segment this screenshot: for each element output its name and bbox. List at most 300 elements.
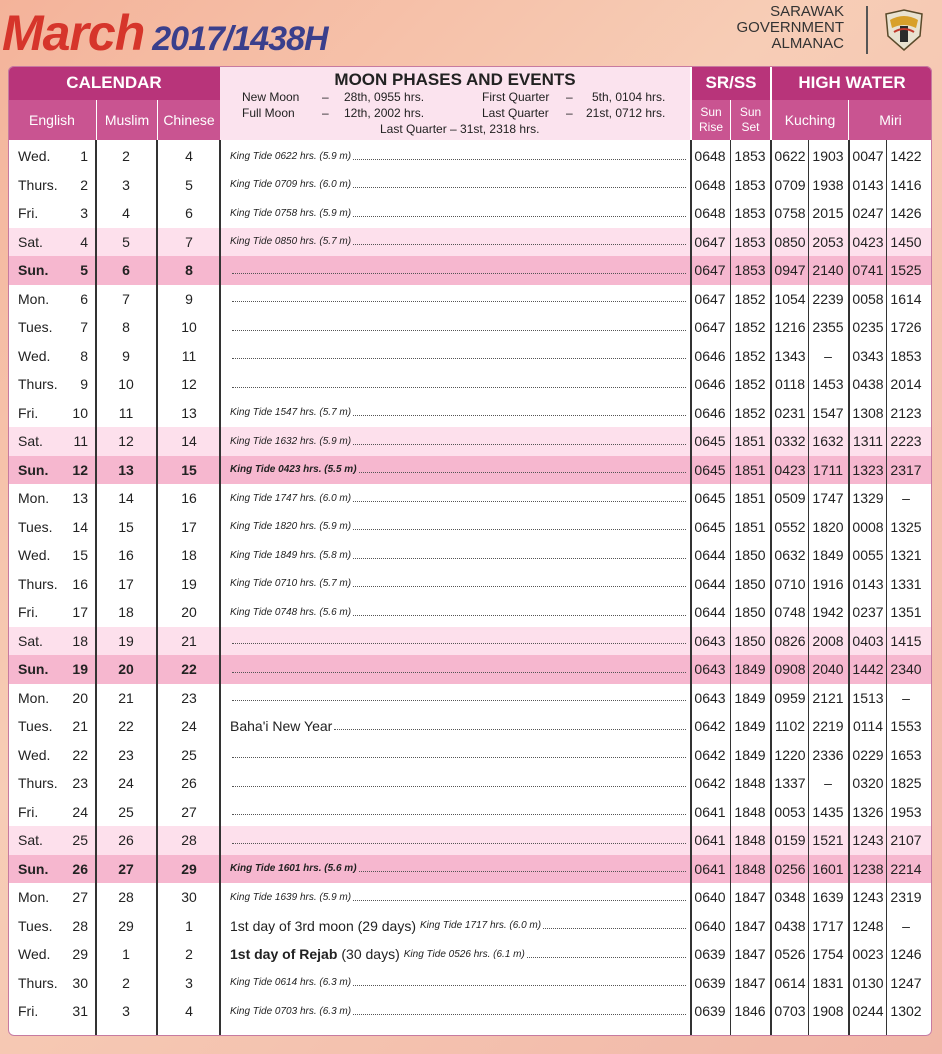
sunset-cell: 1846	[734, 1003, 766, 1020]
date-cell: 4	[80, 233, 88, 250]
table-row	[8, 655, 932, 684]
kuching-tide-1-cell: 0710	[774, 575, 806, 592]
sunrise-cell: 0641	[694, 803, 726, 820]
sunset-cell: 1850	[734, 575, 766, 592]
dot-leader	[232, 786, 686, 787]
date-cell: 3	[80, 205, 88, 222]
dot-leader	[353, 586, 686, 587]
sarawak-crest-icon	[880, 6, 928, 54]
sunset-cell: 1850	[734, 547, 766, 564]
kuching-tide-2-cell: 2355	[812, 319, 844, 336]
new-moon-value: 28th, 0955 hrs.	[344, 90, 425, 104]
sunset-cell: 1852	[734, 376, 766, 393]
sunset-cell: 1853	[734, 262, 766, 279]
king-tide-text: King Tide 0709 hrs. (6.0 m)	[230, 179, 352, 191]
kuching-tide-1-cell: 0526	[774, 946, 806, 963]
table-row	[8, 228, 932, 257]
sunrise-cell: 0643	[694, 689, 726, 706]
table-row	[8, 741, 932, 770]
date-cell: 31	[72, 1003, 88, 1020]
chinese-date-cell: 1	[185, 917, 193, 934]
kuching-tide-2-cell: 1942	[812, 604, 844, 621]
last-quarter-2: Last Quarter – 31st, 2318 hrs.	[380, 122, 540, 136]
chinese-date-cell: 17	[181, 518, 197, 535]
kuching-tide-2-cell: 1908	[812, 1003, 844, 1020]
miri-tide-2-cell: 2123	[890, 404, 922, 421]
chinese-date-cell: 14	[181, 433, 197, 450]
chinese-date-cell: 16	[181, 490, 197, 507]
date-cell: 19	[72, 661, 88, 678]
miri-tide-2-cell: –	[902, 490, 910, 507]
sunset-cell: 1851	[734, 490, 766, 507]
kuching-tide-2-cell: 1916	[812, 575, 844, 592]
sunset-cell: 1849	[734, 689, 766, 706]
dot-leader	[232, 814, 686, 815]
chinese-date-cell: 18	[181, 547, 197, 564]
chinese-date-cell: 8	[185, 262, 193, 279]
miri-tide-2-cell: 1321	[890, 547, 922, 564]
chinese-date-cell: 12	[181, 376, 197, 393]
king-tide-text: King Tide 1547 hrs. (5.7 m)	[230, 407, 352, 419]
muslim-date-cell: 28	[118, 889, 134, 906]
miri-tide-1-cell: 0114	[852, 718, 884, 735]
event-cell	[230, 399, 686, 428]
chinese-date-cell: 13	[181, 404, 197, 421]
event-cell	[230, 370, 686, 399]
almanac-line: GOVERNMENT	[736, 19, 844, 36]
dot-leader	[353, 501, 686, 502]
almanac-line: SARAWAK	[770, 3, 844, 20]
miri-tide-2-cell: –	[902, 689, 910, 706]
sun-set-header: Sun Set	[731, 100, 770, 140]
miri-tide-2-cell: 1325	[890, 518, 922, 535]
sunset-cell: 1847	[734, 917, 766, 934]
dot-leader	[353, 187, 686, 188]
dash: –	[566, 106, 573, 120]
muslim-date-cell: 25	[118, 803, 134, 820]
column-divider	[219, 140, 221, 1036]
weekday-cell: Fri.	[18, 604, 39, 621]
weekday-cell: Thurs.	[18, 775, 58, 792]
kuching-tide-1-cell: 0509	[774, 490, 806, 507]
muslim-date-cell: 6	[122, 262, 130, 279]
kuching-tide-1-cell: 0423	[774, 461, 806, 478]
chinese-date-cell: 28	[181, 832, 197, 849]
weekday-cell: Wed.	[18, 547, 51, 564]
miri-tide-1-cell: 0237	[852, 604, 884, 621]
miri-tide-1-cell: 0235	[852, 319, 884, 336]
miri-tide-2-cell: 1247	[890, 974, 922, 991]
weekday-cell: Mon.	[18, 290, 50, 307]
kuching-tide-1-cell: 0632	[774, 547, 806, 564]
sunset-cell: 1853	[734, 148, 766, 165]
weekday-cell: Sat.	[18, 433, 43, 450]
dot-leader	[232, 700, 686, 701]
king-tide-text: King Tide 0622 hrs. (5.9 m)	[230, 150, 352, 162]
table-row	[8, 997, 932, 1026]
event-cell	[230, 684, 686, 713]
dot-leader	[353, 985, 686, 986]
event-cell	[230, 741, 686, 770]
weekday-cell: Wed.	[18, 148, 51, 165]
muslim-date-cell: 3	[122, 1003, 130, 1020]
sunset-cell: 1847	[734, 889, 766, 906]
sunset-cell: 1852	[734, 290, 766, 307]
miri-tide-1-cell: 0047	[852, 148, 884, 165]
page-header	[0, 0, 942, 64]
sunrise-cell: 0642	[694, 746, 726, 763]
king-tide-text: King Tide 1601 hrs. (5.6 m)	[230, 863, 357, 875]
kuching-tide-1-cell: 0614	[774, 974, 806, 991]
sunset-cell: 1847	[734, 974, 766, 991]
sunset-cell: 1853	[734, 233, 766, 250]
miri-tide-1-cell: 0343	[852, 347, 884, 364]
date-cell: 24	[72, 803, 88, 820]
date-cell: 8	[80, 347, 88, 364]
weekday-cell: Sun.	[18, 461, 49, 478]
miri-tide-1-cell: 0247	[852, 205, 884, 222]
miri-tide-2-cell: 1246	[890, 946, 922, 963]
kuching-tide-2-cell: 1521	[812, 832, 844, 849]
miri-tide-1-cell: 1326	[852, 803, 884, 820]
king-tide-text: King Tide 0703 hrs. (6.3 m)	[230, 1005, 352, 1017]
muslim-date-cell: 10	[118, 376, 134, 393]
chinese-date-cell: 7	[185, 233, 193, 250]
muslim-date-cell: 27	[118, 860, 134, 877]
dot-leader	[543, 928, 686, 929]
kuching-tide-1-cell: 0758	[774, 205, 806, 222]
sunrise-cell: 0642	[694, 718, 726, 735]
sunset-cell: 1850	[734, 604, 766, 621]
kuching-tide-2-cell: 2336	[812, 746, 844, 763]
table-row	[8, 456, 932, 485]
kuching-tide-1-cell: 0908	[774, 661, 806, 678]
miri-tide-1-cell: 1311	[852, 433, 884, 450]
kuching-tide-2-cell: 2121	[812, 689, 844, 706]
miri-tide-2-cell: 2317	[890, 461, 922, 478]
sunrise-cell: 0645	[694, 433, 726, 450]
full-moon-value: 12th, 2002 hrs.	[344, 106, 425, 120]
first-quarter-value: 5th, 0104 hrs.	[592, 90, 666, 104]
kuching-tide-1-cell: 0118	[774, 376, 806, 393]
kuching-tide-1-cell: 1337	[774, 775, 806, 792]
table-row	[8, 570, 932, 599]
muslim-date-cell: 26	[118, 832, 134, 849]
weekday-cell: Fri.	[18, 1003, 39, 1020]
calendar-header: CALENDAR	[8, 66, 220, 100]
weekday-cell: Fri.	[18, 803, 39, 820]
miri-tide-2-cell: 2214	[890, 860, 922, 877]
miri-tide-1-cell: 1329	[852, 490, 884, 507]
english-header: English	[8, 100, 96, 140]
dot-leader	[359, 871, 686, 872]
miri-tide-1-cell: 1243	[852, 832, 884, 849]
king-tide-text: King Tide 1747 hrs. (6.0 m)	[230, 492, 352, 504]
chinese-date-cell: 30	[181, 889, 197, 906]
king-tide-text: King Tide 0526 hrs. (6.1 m)	[403, 948, 525, 960]
date-cell: 26	[72, 860, 88, 877]
sunrise-cell: 0644	[694, 575, 726, 592]
event-cell	[230, 855, 686, 884]
chinese-date-cell: 20	[181, 604, 197, 621]
table-row	[8, 826, 932, 855]
muslim-date-cell: 2	[122, 148, 130, 165]
dot-leader	[353, 444, 686, 445]
sunrise-cell: 0645	[694, 461, 726, 478]
table-row	[8, 285, 932, 314]
muslim-date-cell: 24	[118, 775, 134, 792]
miri-tide-2-cell: 1525	[890, 262, 922, 279]
dash: –	[566, 90, 573, 104]
dot-leader	[353, 216, 686, 217]
king-tide-text: King Tide 0850 hrs. (5.7 m)	[230, 236, 352, 248]
miri-tide-1-cell: 0130	[852, 974, 884, 991]
sunset-cell: 1853	[734, 176, 766, 193]
kuching-tide-2-cell: 2008	[812, 632, 844, 649]
date-cell: 13	[72, 490, 88, 507]
table-row	[8, 912, 932, 941]
page-title	[2, 4, 328, 62]
event-cell	[230, 655, 686, 684]
table-row	[8, 342, 932, 371]
last-quarter-label: Last Quarter	[482, 106, 549, 120]
column-divider	[848, 140, 850, 1036]
kuching-tide-1-cell: 0332	[774, 433, 806, 450]
weekday-cell: Sat.	[18, 233, 43, 250]
kuching-tide-2-cell: 2239	[812, 290, 844, 307]
kuching-tide-1-cell: 0748	[774, 604, 806, 621]
date-cell: 21	[72, 718, 88, 735]
miri-tide-1-cell: 1513	[852, 689, 884, 706]
sunset-cell: 1852	[734, 347, 766, 364]
miri-tide-2-cell: 2014	[890, 376, 922, 393]
miri-tide-1-cell: 0058	[852, 290, 884, 307]
sun-rise-header: Sun Rise	[692, 100, 730, 140]
weekday-cell: Tues.	[18, 917, 53, 934]
event-text: 1st day of Rejab	[230, 946, 338, 963]
event-cell	[230, 769, 686, 798]
sunrise-cell: 0648	[694, 176, 726, 193]
sunrise-cell: 0642	[694, 775, 726, 792]
kuching-tide-2-cell: 1601	[812, 860, 844, 877]
sunrise-cell: 0644	[694, 604, 726, 621]
kuching-header: Kuching	[772, 100, 848, 140]
event-cell	[230, 912, 686, 941]
weekday-cell: Sun.	[18, 860, 49, 877]
muslim-date-cell: 5	[122, 233, 130, 250]
miri-tide-2-cell: 1302	[890, 1003, 922, 1020]
table-row	[8, 598, 932, 627]
kuching-tide-2-cell: –	[824, 347, 832, 364]
sunrise-cell: 0640	[694, 917, 726, 934]
chinese-date-cell: 3	[185, 974, 193, 991]
muslim-date-cell: 4	[122, 205, 130, 222]
miri-tide-2-cell: 1614	[890, 290, 922, 307]
first-quarter-label: First Quarter	[482, 90, 550, 104]
date-cell: 14	[72, 518, 88, 535]
table-row	[8, 427, 932, 456]
kuching-tide-1-cell: 1102	[774, 718, 806, 735]
event-cell	[230, 313, 686, 342]
miri-tide-1-cell: 0023	[852, 946, 884, 963]
kuching-tide-1-cell: 0348	[774, 889, 806, 906]
date-cell: 25	[72, 832, 88, 849]
weekday-cell: Mon.	[18, 889, 50, 906]
kuching-tide-1-cell: 0850	[774, 233, 806, 250]
kuching-tide-1-cell: 0231	[774, 404, 806, 421]
date-cell: 29	[72, 946, 88, 963]
weekday-cell: Thurs.	[18, 376, 58, 393]
event-cell	[230, 598, 686, 627]
table-row	[8, 513, 932, 542]
kuching-tide-1-cell: 0256	[774, 860, 806, 877]
table-row	[8, 313, 932, 342]
miri-tide-2-cell: 1825	[890, 775, 922, 792]
miri-tide-2-cell: 1331	[890, 575, 922, 592]
king-tide-text: King Tide 1632 hrs. (5.9 m)	[230, 435, 352, 447]
weekday-cell: Wed.	[18, 946, 51, 963]
muslim-date-cell: 8	[122, 319, 130, 336]
table-row	[8, 769, 932, 798]
event-cell	[230, 883, 686, 912]
muslim-header: Muslim	[97, 100, 157, 140]
kuching-tide-1-cell: 0438	[774, 917, 806, 934]
table-row	[8, 399, 932, 428]
dot-leader	[359, 472, 686, 473]
king-tide-text: King Tide 1717 hrs. (6.0 m)	[420, 920, 542, 932]
kuching-tide-1-cell: 0709	[774, 176, 806, 193]
miri-tide-1-cell: 1248	[852, 917, 884, 934]
muslim-date-cell: 20	[118, 661, 134, 678]
chinese-date-cell: 24	[181, 718, 197, 735]
sunrise-cell: 0643	[694, 632, 726, 649]
column-divider	[808, 140, 809, 1036]
sunset-cell: 1848	[734, 860, 766, 877]
table-row	[8, 541, 932, 570]
muslim-date-cell: 17	[118, 575, 134, 592]
chinese-date-cell: 15	[181, 461, 197, 478]
event-cell	[230, 285, 686, 314]
event-cell	[230, 199, 686, 228]
kuching-tide-1-cell: 0947	[774, 262, 806, 279]
kuching-tide-2-cell: –	[824, 775, 832, 792]
miri-tide-2-cell: 1553	[890, 718, 922, 735]
srss-header: SR/SS	[692, 66, 770, 100]
event-cell	[230, 228, 686, 257]
date-cell: 27	[72, 889, 88, 906]
sunrise-cell: 0647	[694, 262, 726, 279]
table-row	[8, 199, 932, 228]
kuching-tide-2-cell: 1547	[812, 404, 844, 421]
miri-tide-2-cell: 1450	[890, 233, 922, 250]
kuching-tide-2-cell: 1435	[812, 803, 844, 820]
miri-header: Miri	[849, 100, 932, 140]
muslim-date-cell: 2	[122, 974, 130, 991]
sunrise-cell: 0647	[694, 319, 726, 336]
chinese-date-cell: 23	[181, 689, 197, 706]
high-water-header: HIGH WATER	[772, 66, 932, 100]
dash: –	[322, 90, 329, 104]
chinese-date-cell: 11	[181, 347, 197, 364]
sunset-cell: 1849	[734, 661, 766, 678]
event-cell	[230, 484, 686, 513]
date-cell: 18	[72, 632, 88, 649]
event-text: 1st day of 3rd moon (29 days)	[230, 917, 416, 934]
kuching-tide-2-cell: 1711	[812, 461, 844, 478]
chinese-date-cell: 4	[185, 1003, 193, 1020]
muslim-date-cell: 9	[122, 347, 130, 364]
muslim-date-cell: 22	[118, 718, 134, 735]
dot-leader	[353, 159, 686, 160]
chinese-header: Chinese	[158, 100, 220, 140]
muslim-date-cell: 1	[122, 946, 130, 963]
muslim-date-cell: 14	[118, 490, 134, 507]
sunset-cell: 1848	[734, 775, 766, 792]
dot-leader	[527, 957, 686, 958]
header-divider	[866, 6, 868, 54]
event-cell	[230, 456, 686, 485]
kuching-tide-1-cell: 0159	[774, 832, 806, 849]
sunrise-cell: 0646	[694, 404, 726, 421]
dot-leader	[353, 615, 686, 616]
new-moon-label: New Moon	[242, 90, 300, 104]
sunrise-cell: 0648	[694, 148, 726, 165]
dot-leader	[232, 273, 686, 274]
dot-leader	[353, 244, 686, 245]
miri-tide-2-cell: 2340	[890, 661, 922, 678]
weekday-cell: Mon.	[18, 689, 50, 706]
chinese-date-cell: 29	[181, 860, 197, 877]
weekday-cell: Sun.	[18, 262, 49, 279]
kuching-tide-2-cell: 1632	[812, 433, 844, 450]
date-cell: 10	[72, 404, 88, 421]
dot-leader	[232, 643, 686, 644]
kuching-tide-1-cell: 0703	[774, 1003, 806, 1020]
muslim-date-cell: 21	[118, 689, 134, 706]
date-cell: 28	[72, 917, 88, 934]
miri-tide-1-cell: 0403	[852, 632, 884, 649]
sunrise-cell: 0643	[694, 661, 726, 678]
date-cell: 12	[72, 461, 88, 478]
sunset-cell: 1851	[734, 461, 766, 478]
weekday-cell: Fri.	[18, 404, 39, 421]
dot-leader	[353, 558, 686, 559]
miri-tide-1-cell: 0244	[852, 1003, 884, 1020]
date-cell: 15	[72, 547, 88, 564]
weekday-cell: Thurs.	[18, 575, 58, 592]
sunset-cell: 1852	[734, 404, 766, 421]
column-divider	[886, 140, 887, 1036]
table-row	[8, 484, 932, 513]
sunrise-cell: 0641	[694, 832, 726, 849]
event-cell	[230, 142, 686, 171]
column-divider	[690, 140, 692, 1036]
muslim-date-cell: 7	[122, 290, 130, 307]
sunset-cell: 1849	[734, 718, 766, 735]
muslim-date-cell: 29	[118, 917, 134, 934]
kuching-tide-1-cell: 1216	[774, 319, 806, 336]
weekday-cell: Mon.	[18, 490, 50, 507]
date-cell: 16	[72, 575, 88, 592]
miri-tide-2-cell: 1351	[890, 604, 922, 621]
table-row	[8, 940, 932, 969]
muslim-date-cell: 11	[118, 404, 134, 421]
kuching-tide-1-cell: 1220	[774, 746, 806, 763]
weekday-cell: Wed.	[18, 347, 51, 364]
weekday-cell: Thurs.	[18, 176, 58, 193]
kuching-tide-2-cell: 1754	[812, 946, 844, 963]
sunrise-cell: 0646	[694, 376, 726, 393]
